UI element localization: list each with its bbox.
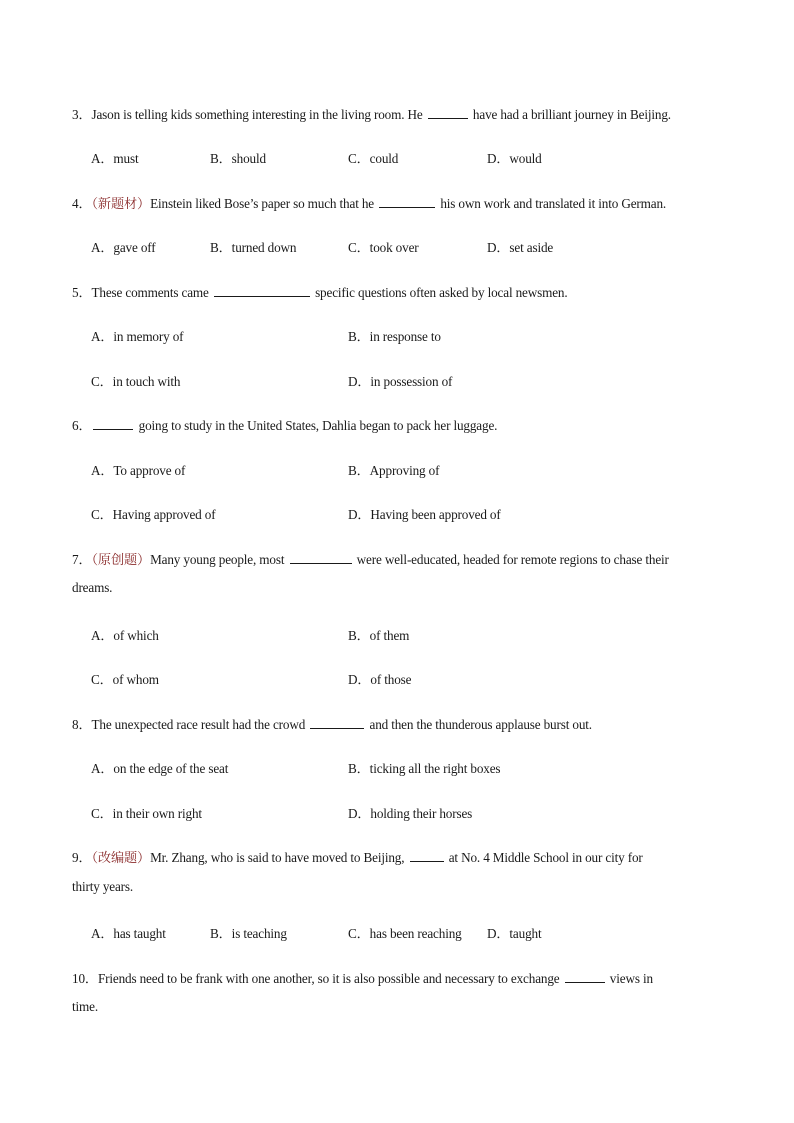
answer-blank[interactable]: [379, 206, 435, 208]
option-a[interactable]: A．has taught: [91, 926, 166, 941]
option-b[interactable]: B．in response to: [348, 329, 441, 344]
answer-blank[interactable]: [214, 295, 310, 297]
question-7-continuation: dreams.: [72, 580, 113, 595]
option-c[interactable]: C．of whom: [91, 672, 159, 687]
option-d[interactable]: D．would: [487, 151, 542, 166]
answer-blank[interactable]: [428, 117, 468, 119]
option-c[interactable]: C．could: [348, 151, 399, 166]
option-c[interactable]: C．Having approved of: [91, 507, 216, 522]
question-5-stem: 5．These comments came specific questions often asked by local newsmen.: [72, 285, 568, 300]
question-7-stem: 7．（原创题）Many young people, most were well-educated, headed for remote regions to chase their: [72, 552, 669, 567]
option-c[interactable]: C．has been reaching: [348, 926, 462, 941]
question-tag: （原创题）: [91, 552, 151, 567]
answer-blank[interactable]: [565, 981, 605, 983]
option-b[interactable]: B．should: [210, 151, 266, 166]
option-b[interactable]: B．is teaching: [210, 926, 287, 941]
question-9-continuation: thirty years.: [72, 879, 134, 894]
question-tag: （改编题）: [91, 850, 151, 865]
option-a[interactable]: A．in memory of: [91, 329, 184, 344]
answer-blank[interactable]: [310, 727, 364, 729]
option-b[interactable]: B．ticking all the right boxes: [348, 761, 501, 776]
question-6-stem: 6． going to study in the United States, Dahlia began to pack her luggage.: [72, 418, 498, 433]
option-a[interactable]: A．must: [91, 151, 139, 166]
option-d[interactable]: D．of those: [348, 672, 412, 687]
answer-blank[interactable]: [290, 562, 352, 564]
question-9-stem: 9．（改编题）Mr. Zhang, who is said to have moved to Beijing, at No. 4 Middle School in our city for: [72, 850, 643, 865]
answer-blank[interactable]: [93, 428, 133, 430]
question-3-stem: 3．Jason is telling kids something interesting in the living room. He have had a brilliant journey in Beijing.: [72, 107, 671, 122]
option-c[interactable]: C．in touch with: [91, 374, 181, 389]
question-8-stem: 8．The unexpected race result had the crowd and then the thunderous applause burst out.: [72, 717, 592, 732]
option-a[interactable]: A．on the edge of the seat: [91, 761, 229, 776]
option-a[interactable]: A．To approve of: [91, 463, 186, 478]
question-10-stem: 10．Friends need to be frank with one another, so it is also possible and necessary to exchange views in: [72, 971, 653, 986]
option-b[interactable]: B．of them: [348, 628, 410, 643]
option-d[interactable]: D．in possession of: [348, 374, 453, 389]
option-a[interactable]: A．gave off: [91, 240, 156, 255]
option-b[interactable]: B．turned down: [210, 240, 297, 255]
option-d[interactable]: D．holding their horses: [348, 806, 473, 821]
question-tag: （新题材）: [91, 196, 151, 211]
option-d[interactable]: D．taught: [487, 926, 542, 941]
answer-blank[interactable]: [410, 860, 444, 862]
question-4-stem: 4．（新题材）Einstein liked Bose’s paper so much that he his own work and translated it into German.: [72, 196, 667, 211]
option-d[interactable]: D．Having been approved of: [348, 507, 501, 522]
option-a[interactable]: A．of which: [91, 628, 159, 643]
option-c[interactable]: C．in their own right: [91, 806, 202, 821]
question-10-continuation: time.: [72, 999, 98, 1014]
option-d[interactable]: D．set aside: [487, 240, 554, 255]
option-c[interactable]: C．took over: [348, 240, 419, 255]
option-b[interactable]: B．Approving of: [348, 463, 440, 478]
